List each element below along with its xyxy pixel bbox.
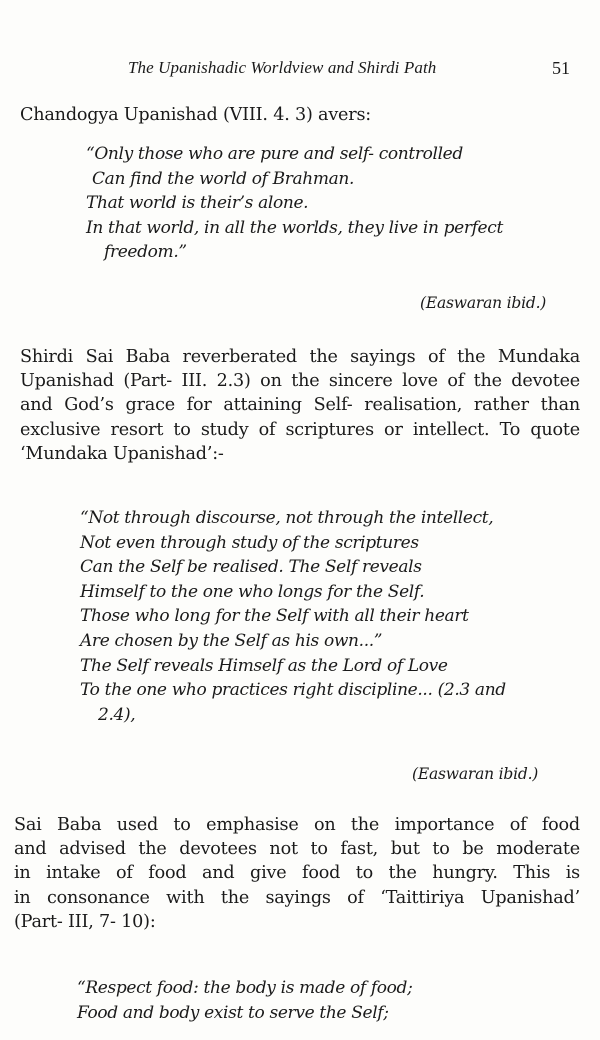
paragraph-line: and God’s grace for attaining Self- realisation, rather than <box>20 395 580 416</box>
paragraph-line: Shirdi Sai Baba reverberated the sayings of the Mundaka <box>20 347 580 367</box>
paragraph-line: ‘Mundaka Upanishad’:- <box>20 443 224 464</box>
running-header: The Upanishadic Worldview and Shirdi Path <box>128 58 437 77</box>
paragraph-line: (Part- III, 7- 10): <box>14 911 156 932</box>
quote-line: Can find the world of Brahman. <box>92 168 355 189</box>
page-number: 51 <box>552 58 570 78</box>
quote-line: That world is their’s alone. <box>86 193 309 214</box>
quote-line: Food and body exist to serve the Self; <box>77 1002 389 1023</box>
quote-line: “Not through discourse, not through the intellect, <box>80 508 494 528</box>
quote-line: “Only those who are pure and self- controlled <box>86 144 463 164</box>
intro-paragraph: Chandogya Upanishad (VIII. 4. 3) avers: <box>20 105 372 125</box>
citation: (Easwaran ibid.) <box>412 765 539 783</box>
quote-line: Not even through study of the scriptures <box>80 532 419 553</box>
quote-line: To the one who practices right discipline... (2.3 and <box>80 680 506 701</box>
quote-line: 2.4), <box>98 704 136 725</box>
quote-line: Can the Self be realised. The Self reveals <box>80 557 422 578</box>
taittiriya-paragraph <box>14 813 580 934</box>
quote-line: Himself to the one who longs for the Self. <box>80 581 425 602</box>
quote-line: In that world, in all the worlds, they live in perfect <box>86 217 503 238</box>
taittiriya-quote <box>77 976 567 1025</box>
paragraph-line: in consonance with the sayings of ‘Taittiriya Upanishad’ <box>14 887 580 908</box>
quote-line: Those who long for the Self with all their heart <box>80 606 469 627</box>
quote-line: The Self reveals Himself as the Lord of Love <box>80 655 448 676</box>
paragraph-line: Sai Baba used to emphasise on the importance of food <box>14 815 580 835</box>
quote-line: freedom.” <box>104 242 187 263</box>
paragraph-line: exclusive resort to study of scriptures or intellect. To quote <box>20 419 580 440</box>
chandogya-quote <box>86 142 566 265</box>
quote-line: “Respect food: the body is made of food; <box>77 978 413 998</box>
citation: (Easwaran ibid.) <box>420 294 547 312</box>
paragraph-line: in intake of food and give food to the hungry. This is <box>14 863 580 884</box>
mundaka-quote <box>80 506 570 727</box>
paragraph-line: and advised the devotees not to fast, but to be moderate <box>14 839 580 860</box>
quote-line: Are chosen by the Self as his own...” <box>80 630 383 651</box>
mundaka-paragraph <box>20 345 580 466</box>
paragraph-line: Upanishad (Part- III. 2.3) on the sincere love of the devotee <box>20 371 580 392</box>
